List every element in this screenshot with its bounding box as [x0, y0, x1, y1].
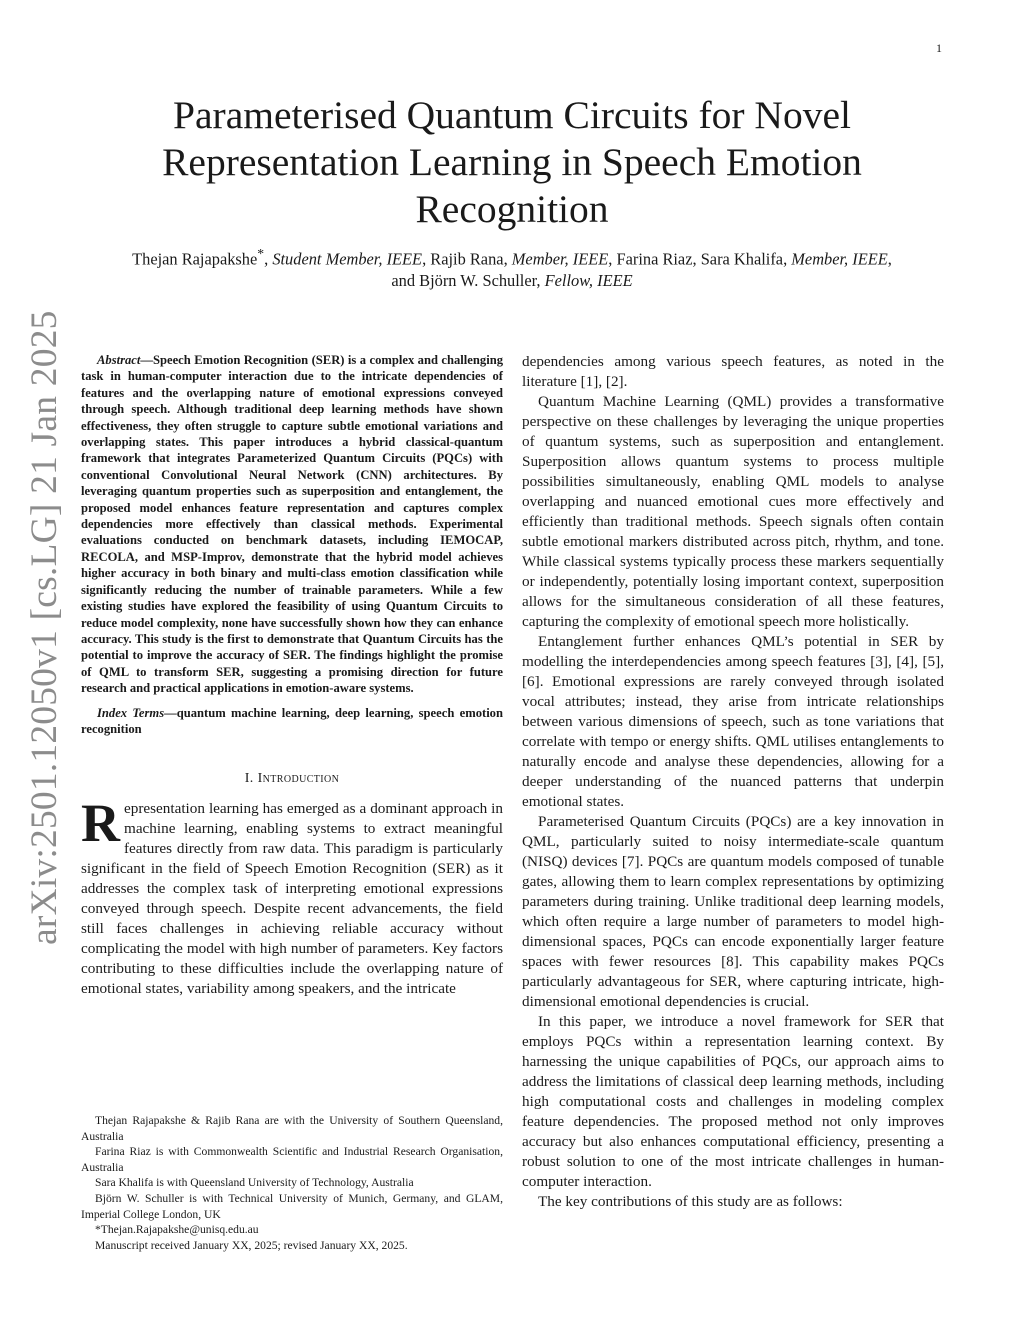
footnote: Thejan Rajapakshe & Rajib Rana are with the University of Southern Queensland, Australia	[81, 1114, 503, 1143]
author-list: Thejan Rajapakshe*, Student Member, IEEE, Rajib Rana, Member, IEEE, Farina Riaz, Sara Khalifa, Member, IEEE, and Björn W. Schuller, Fellow, IEEE	[132, 246, 892, 291]
abstract-lead: Abstract	[97, 353, 141, 367]
abstract	[81, 352, 503, 697]
right-column	[522, 352, 944, 1212]
paragraph-text: epresentation learning has emerged as a dominant approach in machine learning, enabling systems to extract meaningful features directly from raw data. This paradigm is particularly significant in the field of Speech Emotion Recognition (SER) as it addresses the complex task of interpreting emotional expressions conveyed through speech. Despite recent advancements, the field still faces challenges in achieving reliable accuracy without complicating the model with high number of parameters. Key factors contributing to these difficulties include the overlapping nature of emotional states, variability among speakers, and the intricate	[81, 800, 503, 998]
author-name: Björn W. Schuller	[419, 271, 537, 291]
abstract-text: —Speech Emotion Recognition (SER) is a complex and challenging task in human-computer interaction due to the intricate dependencies of features and the overlapping nature of emotional expressions conveyed through speech. Although traditional deep learning methods have shown effectiveness, they often struggle to capture subtle emotional variations and overlapping states. This paper introduces a hybrid classical-quantum framework that integrates Parameterized Quantum Circuits (PQCs) with conventional Convolutional Neural Network (CNN) architectures. By leveraging quantum properties such as superposition and entanglement, the proposed model enhances feature representation and captures complex dependencies more effectively than classical methods. Experimental evaluations conducted on benchmark datasets, including IEMOCAP, RECOLA, and MSP-Improv, demonstrate that the hybrid model achieves higher accuracy in both binary and multi-class emotion classification while significantly reducing the number of trainable parameters. While a few existing studies have explored the feasibility of using Quantum Circuits to reduce model complexity, none have successfully shown how they can enhance accuracy. This study is the first to demonstrate that Quantum Circuits has the potential to improve the accuracy of SER. The findings highlight the promise of QML to transform SER, suggesting a promising direction for future research and practical applications in emotion-aware systems.	[81, 353, 503, 696]
paper-title: Parameterised Quantum Circuits for Novel Representation Learning in Speech Emotion Recognition	[162, 93, 862, 231]
introduction-paragraph	[81, 793, 503, 999]
index-terms-lead: Index Terms	[97, 705, 165, 720]
index-terms	[81, 705, 503, 738]
body-paragraph: The key contributions of this study are as follows:	[538, 1193, 843, 1210]
index-terms-text: —quantum machine learning, deep learning, speech emotion recognition	[81, 705, 503, 736]
page-number: 1	[936, 41, 942, 55]
author-role: Member, IEEE	[511, 249, 609, 269]
section-heading: I. Introduction	[244, 771, 340, 787]
author-role: Fellow, IEEE	[544, 271, 633, 291]
author-role: Student Member, IEEE	[272, 249, 423, 269]
author-role: Member, IEEE	[791, 249, 888, 269]
drop-cap: R	[81, 793, 120, 854]
footnote: Björn W. Schuller is with Technical University of Munich, Germany, and GLAM, Imperial College London, UK	[81, 1191, 503, 1221]
left-column	[81, 352, 503, 999]
body-paragraph: Parameterised Quantum Circuits (PQCs) are a key innovation in QML, particularly suited to noisy intermediate-scale quantum (NISQ) devices [7]. PQCs are quantum models composed of tunable gates, allowing them to learn complex representations by optimizing parameters during training. Unlike traditional deep learning models, which often require a large number of parameters to model high-dimensional spaces, PQCs can encode exponentially larger feature spaces with fewer resources [8]. This capability makes PQCs particularly advantageous for SER, where capturing intricate, high-dimensional emotional dependencies is crucial.	[522, 813, 944, 1010]
author-name: Sara Khalifa	[700, 249, 784, 269]
arxiv-identifier-stamp: arXiv:2501.12050v1 [cs.LG] 21 Jan 2025	[24, 310, 65, 945]
body-paragraph: In this paper, we introduce a novel framework for SER that employs PQCs within a representation learning context. By harnessing the unique capabilities of PQCs, our approach aims to address the limitations of classical deep learning methods, including high computational costs and challenges in modeling complex feature dependencies. The proposed method not only improves accuracy but also enhances computational efficiency, presenting a robust solution to one of the most intricate challenges in human-computer interaction.	[522, 1013, 944, 1190]
footnote-email: *Thejan.Rajapakshe@unisq.edu.au	[95, 1223, 259, 1237]
footnote: Farina Riaz is with Commonwealth Scientific and Industrial Research Organisation, Australia	[81, 1145, 503, 1174]
corresponding-author-mark: *	[257, 246, 265, 261]
author-name: Thejan Rajapakshe	[132, 249, 258, 269]
body-paragraph: dependencies among various speech features, as noted in the literature [1], [2].	[522, 353, 944, 390]
conjunction: and	[391, 271, 416, 291]
body-paragraph: Entanglement further enhances QML’s potential in SER by modelling the interdependencies among speech features [3], [4], [5], [6]. Emotional expressions are rarely conveyed through isolated vocal attributes; instead, they arise from intricate relationships between various dimensions of speech, such as tone variations that correlate with tempo or energy shifts. QML utilises entanglements to naturally encode and analyse these dependencies, allowing for a deeper understanding of the nuanced patterns that underpin emotional states.	[522, 633, 944, 810]
footnote: Sara Khalifa is with Queensland University of Technology, Australia	[95, 1176, 414, 1190]
footnotes	[81, 1113, 503, 1253]
footnote: Manuscript received January XX, 2025; revised January XX, 2025.	[95, 1238, 408, 1252]
body-paragraph: Quantum Machine Learning (QML) provides a transformative perspective on these challenges by leveraging the unique properties of quantum systems, such as superposition and entanglement. Superposition allows quantum systems to process multiple possibilities simultaneously, enabling QML models to analyse overlapping and nuanced emotional cues more effectively and efficiently than traditional methods. Speech signals often contain subtle emotional markers distributed across pitch, rhythm, and tone. While classical systems typically process these markers sequentially or independently, potentially losing important context, superposition allows for the simultaneous consideration of all these features, capturing the complexity of emotional speech more holistically.	[522, 393, 944, 630]
author-name: Farina Riaz	[616, 249, 693, 269]
author-name: Rajib Rana	[430, 249, 504, 269]
